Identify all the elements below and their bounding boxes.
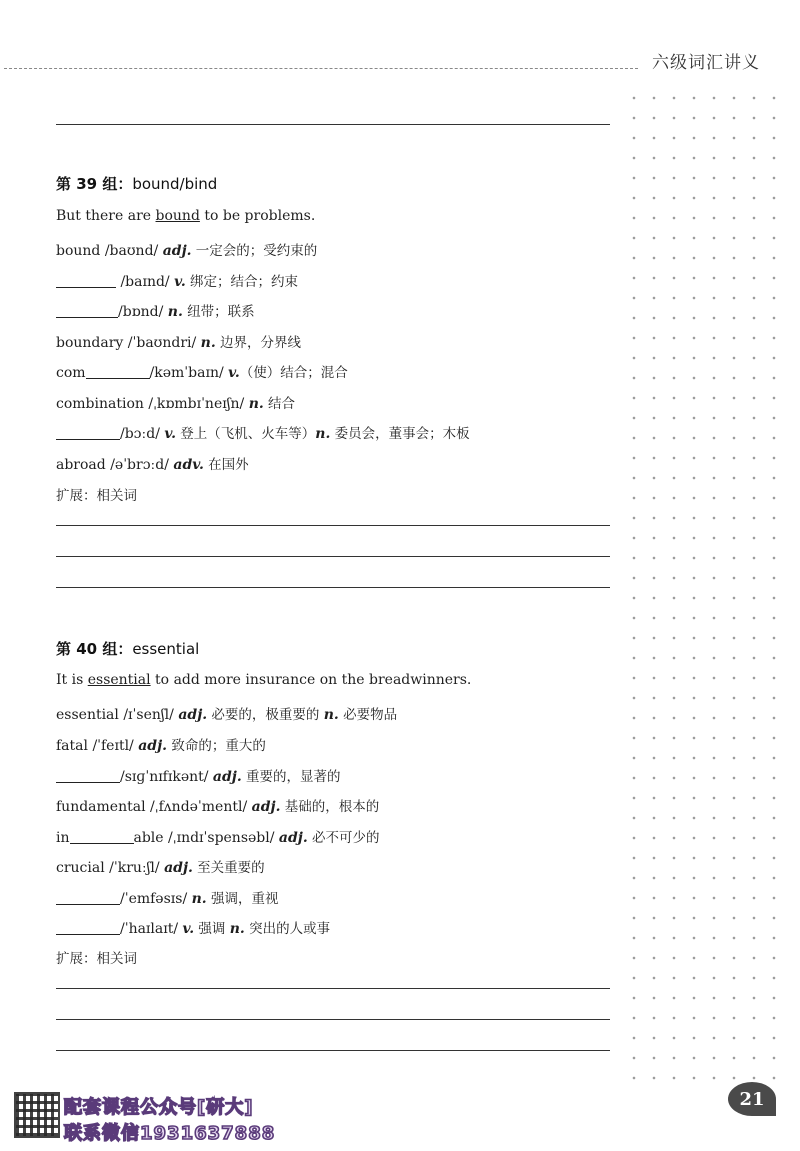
entry-pos: adj. <box>178 707 208 723</box>
entry-meaning: 委员会，董事会；木板 <box>330 426 470 442</box>
entry-meaning: 突出的人或事 <box>244 921 331 937</box>
entry-word: combination <box>56 396 149 412</box>
vocab-entry <box>56 856 265 876</box>
entry-word: able <box>133 830 169 846</box>
entry-meaning: 结合 <box>263 396 296 412</box>
entry-phonetic: /əˈbrɔːd/ <box>110 457 174 473</box>
vocab-entry <box>56 422 470 442</box>
entry-phonetic: /ˈfeɪtl/ <box>92 738 139 754</box>
vocab-entry <box>56 917 330 937</box>
entry-phonetic: /bɔːd/ <box>120 426 165 442</box>
fill-blank[interactable] <box>56 890 120 905</box>
group-heading-prefix: 第 39 组： <box>56 175 133 193</box>
writing-line[interactable] <box>56 556 610 557</box>
entry-pos: n. <box>315 426 331 442</box>
entry-meaning: 边界，分界线 <box>215 335 302 351</box>
vocab-entry <box>56 270 298 290</box>
example-text: to be problems. <box>199 208 316 224</box>
entry-phonetic: /ɪˈsenʃl/ <box>123 707 179 723</box>
writing-line <box>56 124 610 125</box>
header-divider <box>4 68 638 69</box>
entry-pos: v. <box>228 365 240 381</box>
fill-blank[interactable] <box>86 364 150 379</box>
entry-phonetic: /kəmˈbaɪn/ <box>149 365 229 381</box>
qr-code-icon <box>14 1092 60 1138</box>
entry-phonetic: /ˌfʌndəˈmentl/ <box>150 799 252 815</box>
vocab-entry <box>56 826 380 846</box>
page-header-title: 六级词汇讲义 <box>652 53 760 73</box>
promo-line: 配套课程公众号[研大] <box>64 1097 254 1118</box>
entry-word: fatal <box>56 738 93 754</box>
entry-meaning: 必要的，极重要的 <box>207 707 324 723</box>
promo-line: 联系微信1931637888 <box>64 1123 276 1144</box>
vocab-entry <box>56 392 295 412</box>
entry-phonetic: /ˈhaɪlaɪt/ <box>120 921 183 937</box>
entry-meaning: 强调 <box>194 921 230 937</box>
fill-blank[interactable] <box>56 425 120 440</box>
entry-meaning: 登上（飞机、火车等） <box>175 426 316 442</box>
entry-meaning: 在国外 <box>203 457 249 473</box>
entry-meaning: 强调，重视 <box>206 891 279 907</box>
entry-pos: adj. <box>162 243 192 259</box>
entry-meaning: 必要物品 <box>338 707 398 723</box>
example-sentence <box>56 672 471 688</box>
page-number: 21 <box>728 1082 776 1116</box>
entry-pos: n. <box>200 335 216 351</box>
entry-phonetic: /ˌɪndɪˈspensəbl/ <box>168 830 279 846</box>
vocab-entry <box>56 887 278 907</box>
vocab-entry <box>56 331 301 351</box>
entry-meaning: 至关重要的 <box>192 860 265 876</box>
vocab-entry <box>56 453 249 473</box>
group-39-heading <box>56 173 217 194</box>
vocab-entry <box>56 795 379 815</box>
entry-meaning: 重要的，显著的 <box>241 769 341 785</box>
entry-phonetic: /baʊnd/ <box>104 243 163 259</box>
fill-blank[interactable] <box>70 829 134 844</box>
example-sentence <box>56 208 315 224</box>
entry-pos: n. <box>167 304 183 320</box>
writing-line[interactable] <box>56 988 610 989</box>
entry-pos: n. <box>323 707 339 723</box>
fill-blank[interactable] <box>56 920 120 935</box>
entry-word: boundary <box>56 335 128 351</box>
entry-word: in <box>56 830 70 846</box>
entry-pos: v. <box>164 426 176 442</box>
writing-line[interactable] <box>56 525 610 526</box>
entry-pos: adj. <box>164 860 193 876</box>
example-keyword: bound <box>155 208 200 224</box>
fill-blank[interactable] <box>56 273 116 288</box>
extension-label: 扩展：相关词 <box>56 951 137 967</box>
entry-word: crucial <box>56 860 110 876</box>
entry-meaning: 必不可少的 <box>307 830 380 846</box>
entry-word: com <box>56 365 86 381</box>
group-heading-word: bound/bind <box>132 175 218 193</box>
group-40-heading <box>56 638 199 659</box>
entry-word: bound <box>56 243 105 259</box>
example-text: to add more insurance on the breadwinners. <box>150 672 472 688</box>
entry-pos: v. <box>182 921 195 937</box>
vocab-entry <box>56 734 266 754</box>
entry-phonetic: /baɪnd/ <box>116 274 175 290</box>
entry-phonetic: /sɪɡˈnɪfɪkənt/ <box>120 769 213 785</box>
entry-word: essential <box>56 707 124 723</box>
group-heading-prefix: 第 40 组： <box>56 640 133 658</box>
writing-line[interactable] <box>56 587 610 588</box>
vocab-entry <box>56 300 255 320</box>
vocab-entry <box>56 361 348 381</box>
entry-pos: adv. <box>173 457 204 473</box>
writing-line[interactable] <box>56 1019 610 1020</box>
example-keyword: essential <box>87 672 151 688</box>
entry-word: fundamental <box>56 799 151 815</box>
fill-blank[interactable] <box>56 768 120 783</box>
entry-word: abroad <box>56 457 111 473</box>
entry-pos: v. <box>174 274 186 290</box>
writing-line[interactable] <box>56 1050 610 1051</box>
entry-meaning: 绑定；结合；约束 <box>185 274 299 290</box>
fill-blank[interactable] <box>56 303 118 318</box>
extension-label: 扩展：相关词 <box>56 488 137 504</box>
entry-phonetic: /bɒnd/ <box>118 304 168 320</box>
dot-grid-notes-area <box>624 88 792 1088</box>
entry-pos: adj. <box>278 830 308 846</box>
entry-phonetic: /ˈkruːʃl/ <box>109 860 165 876</box>
entry-phonetic: /ˈbaʊndri/ <box>127 335 201 351</box>
entry-pos: adj. <box>251 799 281 815</box>
entry-meaning: 基础的，根本的 <box>280 799 380 815</box>
example-text: But there are <box>56 208 156 224</box>
entry-phonetic: /ˈemfəsɪs/ <box>120 891 192 907</box>
group-heading-word: essential <box>132 640 200 658</box>
vocab-entry <box>56 703 397 723</box>
entry-pos: n. <box>229 921 245 937</box>
example-text: It is <box>56 672 88 688</box>
entry-phonetic: /ˌkɒmbɪˈneɪʃn/ <box>148 396 249 412</box>
vocab-entry <box>56 239 317 259</box>
entry-pos: adj. <box>138 738 168 754</box>
entry-pos: adj. <box>212 769 242 785</box>
entry-meaning: 一定会的；受约束的 <box>191 243 318 259</box>
entry-pos: n. <box>248 396 264 412</box>
entry-meaning: （使）结合；混合 <box>239 365 348 381</box>
vocab-entry <box>56 765 341 785</box>
entry-meaning: 致命的；重大的 <box>167 738 266 754</box>
entry-pos: n. <box>191 891 207 907</box>
entry-meaning: 纽带；联系 <box>182 304 255 320</box>
